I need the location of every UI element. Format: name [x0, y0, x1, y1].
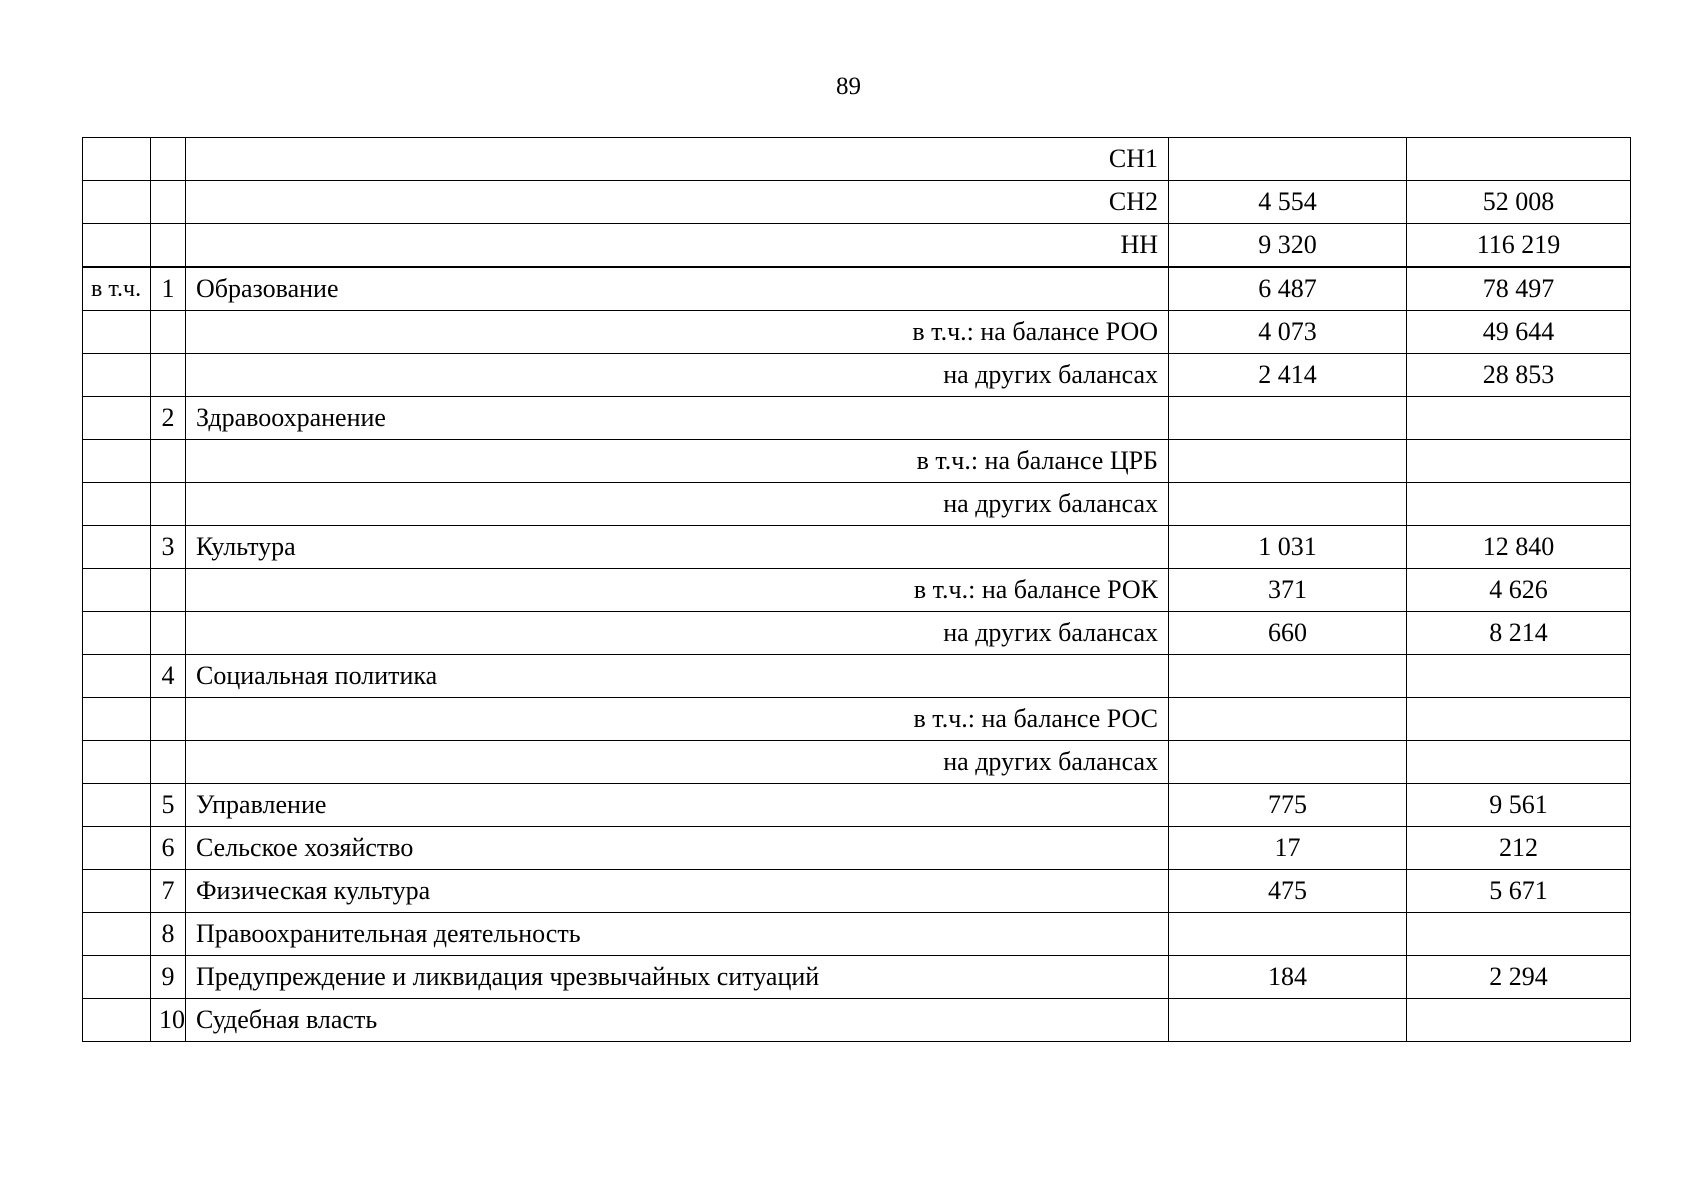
row-name-cell: Судебная власть — [186, 999, 1169, 1042]
table-row — [83, 999, 1631, 1042]
row-prefix-cell — [83, 354, 151, 397]
row-name-cell: Предупреждение и ликвидация чрезвычайных ситуаций — [186, 956, 1169, 999]
row-number-cell: 7 — [151, 870, 186, 913]
value-cell-1 — [1169, 440, 1407, 483]
value-cell-1 — [1169, 698, 1407, 741]
value-cell-1 — [1169, 138, 1407, 181]
row-number-cell — [151, 698, 186, 741]
table-row — [83, 483, 1631, 526]
value-cell-2: 28 853 — [1407, 354, 1631, 397]
value-cell-2: 78 497 — [1407, 267, 1631, 311]
value-cell-1: 371 — [1169, 569, 1407, 612]
value-cell-1: 475 — [1169, 870, 1407, 913]
row-name-cell: в т.ч.: на балансе РОК — [186, 569, 1169, 612]
value-cell-1: 775 — [1169, 784, 1407, 827]
row-name-cell: в т.ч.: на балансе ЦРБ — [186, 440, 1169, 483]
row-prefix-cell — [83, 827, 151, 870]
row-number-cell — [151, 440, 186, 483]
value-cell-1 — [1169, 655, 1407, 698]
value-cell-1: 4 554 — [1169, 181, 1407, 224]
value-cell-1: 2 414 — [1169, 354, 1407, 397]
value-cell-1: 4 073 — [1169, 311, 1407, 354]
value-cell-2: 52 008 — [1407, 181, 1631, 224]
row-name-cell: СН1 — [186, 138, 1169, 181]
row-prefix-cell — [83, 784, 151, 827]
row-name-cell: в т.ч.: на балансе РОС — [186, 698, 1169, 741]
row-prefix-cell — [83, 181, 151, 224]
row-prefix-cell — [83, 612, 151, 655]
value-cell-2 — [1407, 440, 1631, 483]
table-row — [83, 267, 1631, 311]
row-name-cell: Физическая культура — [186, 870, 1169, 913]
value-cell-2 — [1407, 913, 1631, 956]
value-cell-2: 212 — [1407, 827, 1631, 870]
value-cell-2 — [1407, 655, 1631, 698]
table-body — [83, 138, 1631, 1042]
value-cell-1 — [1169, 397, 1407, 440]
row-name-cell: в т.ч.: на балансе РОО — [186, 311, 1169, 354]
value-cell-2 — [1407, 999, 1631, 1042]
row-name-cell: на других балансах — [186, 483, 1169, 526]
table-row — [83, 181, 1631, 224]
row-name-cell: на других балансах — [186, 354, 1169, 397]
row-prefix-cell: в т.ч. — [83, 267, 151, 311]
row-number-cell — [151, 311, 186, 354]
row-prefix-cell — [83, 655, 151, 698]
row-name-cell: Образование — [186, 267, 1169, 311]
value-cell-1: 9 320 — [1169, 224, 1407, 268]
value-cell-1 — [1169, 999, 1407, 1042]
table-row — [83, 569, 1631, 612]
row-prefix-cell — [83, 440, 151, 483]
row-number-cell — [151, 612, 186, 655]
value-cell-2 — [1407, 483, 1631, 526]
row-number-cell: 3 — [151, 526, 186, 569]
row-prefix-cell — [83, 999, 151, 1042]
row-prefix-cell — [83, 569, 151, 612]
value-cell-1: 1 031 — [1169, 526, 1407, 569]
consumption-table — [82, 137, 1631, 1042]
row-name-cell: Управление — [186, 784, 1169, 827]
value-cell-1 — [1169, 741, 1407, 784]
row-prefix-cell — [83, 138, 151, 181]
row-number-cell: 9 — [151, 956, 186, 999]
value-cell-2: 8 214 — [1407, 612, 1631, 655]
row-name-cell: Здравоохранение — [186, 397, 1169, 440]
table-row — [83, 224, 1631, 268]
table-row — [83, 956, 1631, 999]
row-number-cell: 5 — [151, 784, 186, 827]
row-name-cell: Социальная политика — [186, 655, 1169, 698]
row-name-cell: на других балансах — [186, 612, 1169, 655]
value-cell-1: 660 — [1169, 612, 1407, 655]
row-prefix-cell — [83, 483, 151, 526]
row-prefix-cell — [83, 526, 151, 569]
row-number-cell — [151, 483, 186, 526]
value-cell-2 — [1407, 397, 1631, 440]
value-cell-1: 6 487 — [1169, 267, 1407, 311]
table-row — [83, 870, 1631, 913]
row-prefix-cell — [83, 224, 151, 268]
row-prefix-cell — [83, 741, 151, 784]
table-row — [83, 655, 1631, 698]
value-cell-1 — [1169, 483, 1407, 526]
row-name-cell: Культура — [186, 526, 1169, 569]
value-cell-2: 12 840 — [1407, 526, 1631, 569]
value-cell-2: 9 561 — [1407, 784, 1631, 827]
row-number-cell — [151, 354, 186, 397]
table-row — [83, 612, 1631, 655]
table-row — [83, 827, 1631, 870]
value-cell-2: 49 644 — [1407, 311, 1631, 354]
table-row — [83, 526, 1631, 569]
table-row — [83, 354, 1631, 397]
row-number-cell — [151, 741, 186, 784]
row-number-cell — [151, 181, 186, 224]
row-number-cell: 4 — [151, 655, 186, 698]
value-cell-2: 2 294 — [1407, 956, 1631, 999]
row-name-cell: НН — [186, 224, 1169, 268]
value-cell-1 — [1169, 913, 1407, 956]
value-cell-2: 116 219 — [1407, 224, 1631, 268]
row-number-cell: 6 — [151, 827, 186, 870]
value-cell-2: 5 671 — [1407, 870, 1631, 913]
row-number-cell — [151, 138, 186, 181]
row-number-cell: 2 — [151, 397, 186, 440]
row-prefix-cell — [83, 698, 151, 741]
value-cell-2 — [1407, 138, 1631, 181]
value-cell-1: 184 — [1169, 956, 1407, 999]
row-number-cell: 1 — [151, 267, 186, 311]
row-number-cell — [151, 224, 186, 268]
value-cell-2 — [1407, 741, 1631, 784]
row-prefix-cell — [83, 311, 151, 354]
table-row — [83, 440, 1631, 483]
row-number-cell: 8 — [151, 913, 186, 956]
value-cell-2: 4 626 — [1407, 569, 1631, 612]
value-cell-2 — [1407, 698, 1631, 741]
row-prefix-cell — [83, 397, 151, 440]
row-name-cell: СН2 — [186, 181, 1169, 224]
table-row — [83, 311, 1631, 354]
table-row — [83, 698, 1631, 741]
table-row — [83, 784, 1631, 827]
row-prefix-cell — [83, 870, 151, 913]
table-row — [83, 397, 1631, 440]
row-number-cell: 10 — [151, 999, 186, 1042]
row-number-cell — [151, 569, 186, 612]
row-name-cell: на других балансах — [186, 741, 1169, 784]
row-prefix-cell — [83, 913, 151, 956]
table-row — [83, 741, 1631, 784]
row-name-cell: Правоохранительная деятельность — [186, 913, 1169, 956]
row-name-cell: Сельское хозяйство — [186, 827, 1169, 870]
table-row — [83, 913, 1631, 956]
table-row — [83, 138, 1631, 181]
row-prefix-cell — [83, 956, 151, 999]
value-cell-1: 17 — [1169, 827, 1407, 870]
page-number: 89 — [836, 73, 861, 100]
